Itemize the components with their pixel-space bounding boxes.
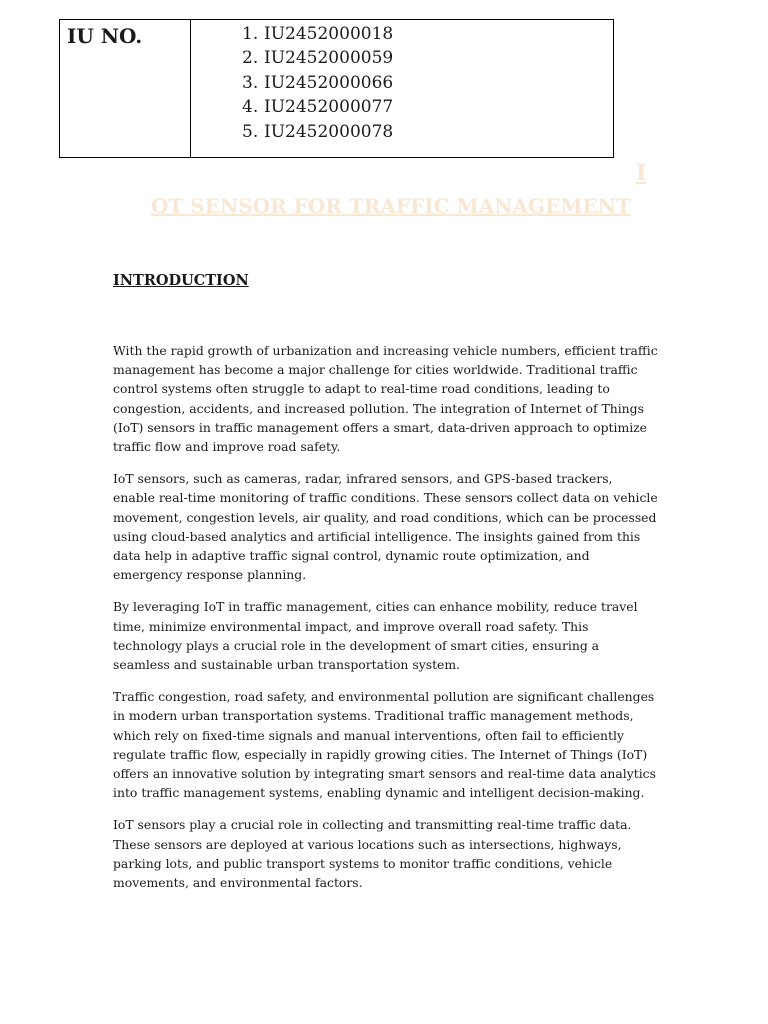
iu-number-list <box>191 22 613 144</box>
iu-number-item: 4. IU2452000077 <box>242 97 394 118</box>
iu-number-item: 5. IU2452000078 <box>242 121 394 142</box>
paragraph: By leveraging IoT in traffic management, cities can enhance mobility, reduce travel time, minimize environmental impact, and improve overall road safety. This technology plays a crucial role in the development of smart cities, ensuring a seamless and sustainable urban transportation system. <box>113 599 638 673</box>
iu-number-value: IU2452000066 <box>264 72 394 93</box>
paragraph: IoT sensors play a crucial role in collecting and transmitting real-time traffic data. These sensors are deployed at various locations such as intersections, highways, parking lots, and public transport systems to monitor traffic conditions, vehicle movements, and environmental factors. <box>113 817 632 891</box>
iu-number-item: 2. IU2452000059 <box>242 48 394 69</box>
iu-number-value: IU2452000059 <box>264 48 394 69</box>
iu-number-table <box>59 19 614 158</box>
paragraph: With the rapid growth of urbanization and increasing vehicle numbers, efficient traffic management has become a major challenge for cities worldwide. Traditional traffic control systems often struggle to adapt to real-time road conditions, leading to congestion, accidents, and increased pollution. The integration of Internet of Things (IoT) sensors in traffic management offers a smart, data-driven approach to optimize traffic flow and improve road safety. <box>113 343 658 455</box>
iu-number-item: 3. IU2452000066 <box>242 72 394 93</box>
introduction-body <box>113 341 658 905</box>
iu-number-value: IU2452000078 <box>264 121 394 142</box>
iu-list-cell <box>191 20 613 157</box>
document-title-first-letter: I <box>636 160 647 186</box>
paragraph: IoT sensors, such as cameras, radar, infrared sensors, and GPS-based trackers, enable real-time monitoring of traffic conditions. These sensors collect data on vehicle movement, congestion levels, air quality, and road conditions, which can be processed using cloud-based analytics and artificial intelligence. The insights gained from this data help in adaptive traffic signal control, dynamic route optimization, and emergency response planning. <box>113 471 658 583</box>
iu-number-value: IU2452000018 <box>264 24 394 44</box>
iu-number-item: 1. IU2452000018 <box>242 24 394 44</box>
iu-label-cell: IU NO. <box>60 20 191 157</box>
introduction-heading: INTRODUCTION <box>113 272 249 289</box>
iu-number-value: IU2452000077 <box>264 97 394 118</box>
document-title: OT SENSOR FOR TRAFFIC MANAGEMENT <box>151 194 631 218</box>
paragraph: Traffic congestion, road safety, and environmental pollution are significant challenges in modern urban transportation systems. Traditional traffic management methods, which rely on fixed-time signals and manual interventions, often fail to efficiently regulate traffic flow, especially in rapidly growing cities. The Internet of Things (IoT) offers an innovative solution by integrating smart sensors and real-time data analytics into traffic management systems, enabling dynamic and intelligent decision-making. <box>113 689 656 801</box>
